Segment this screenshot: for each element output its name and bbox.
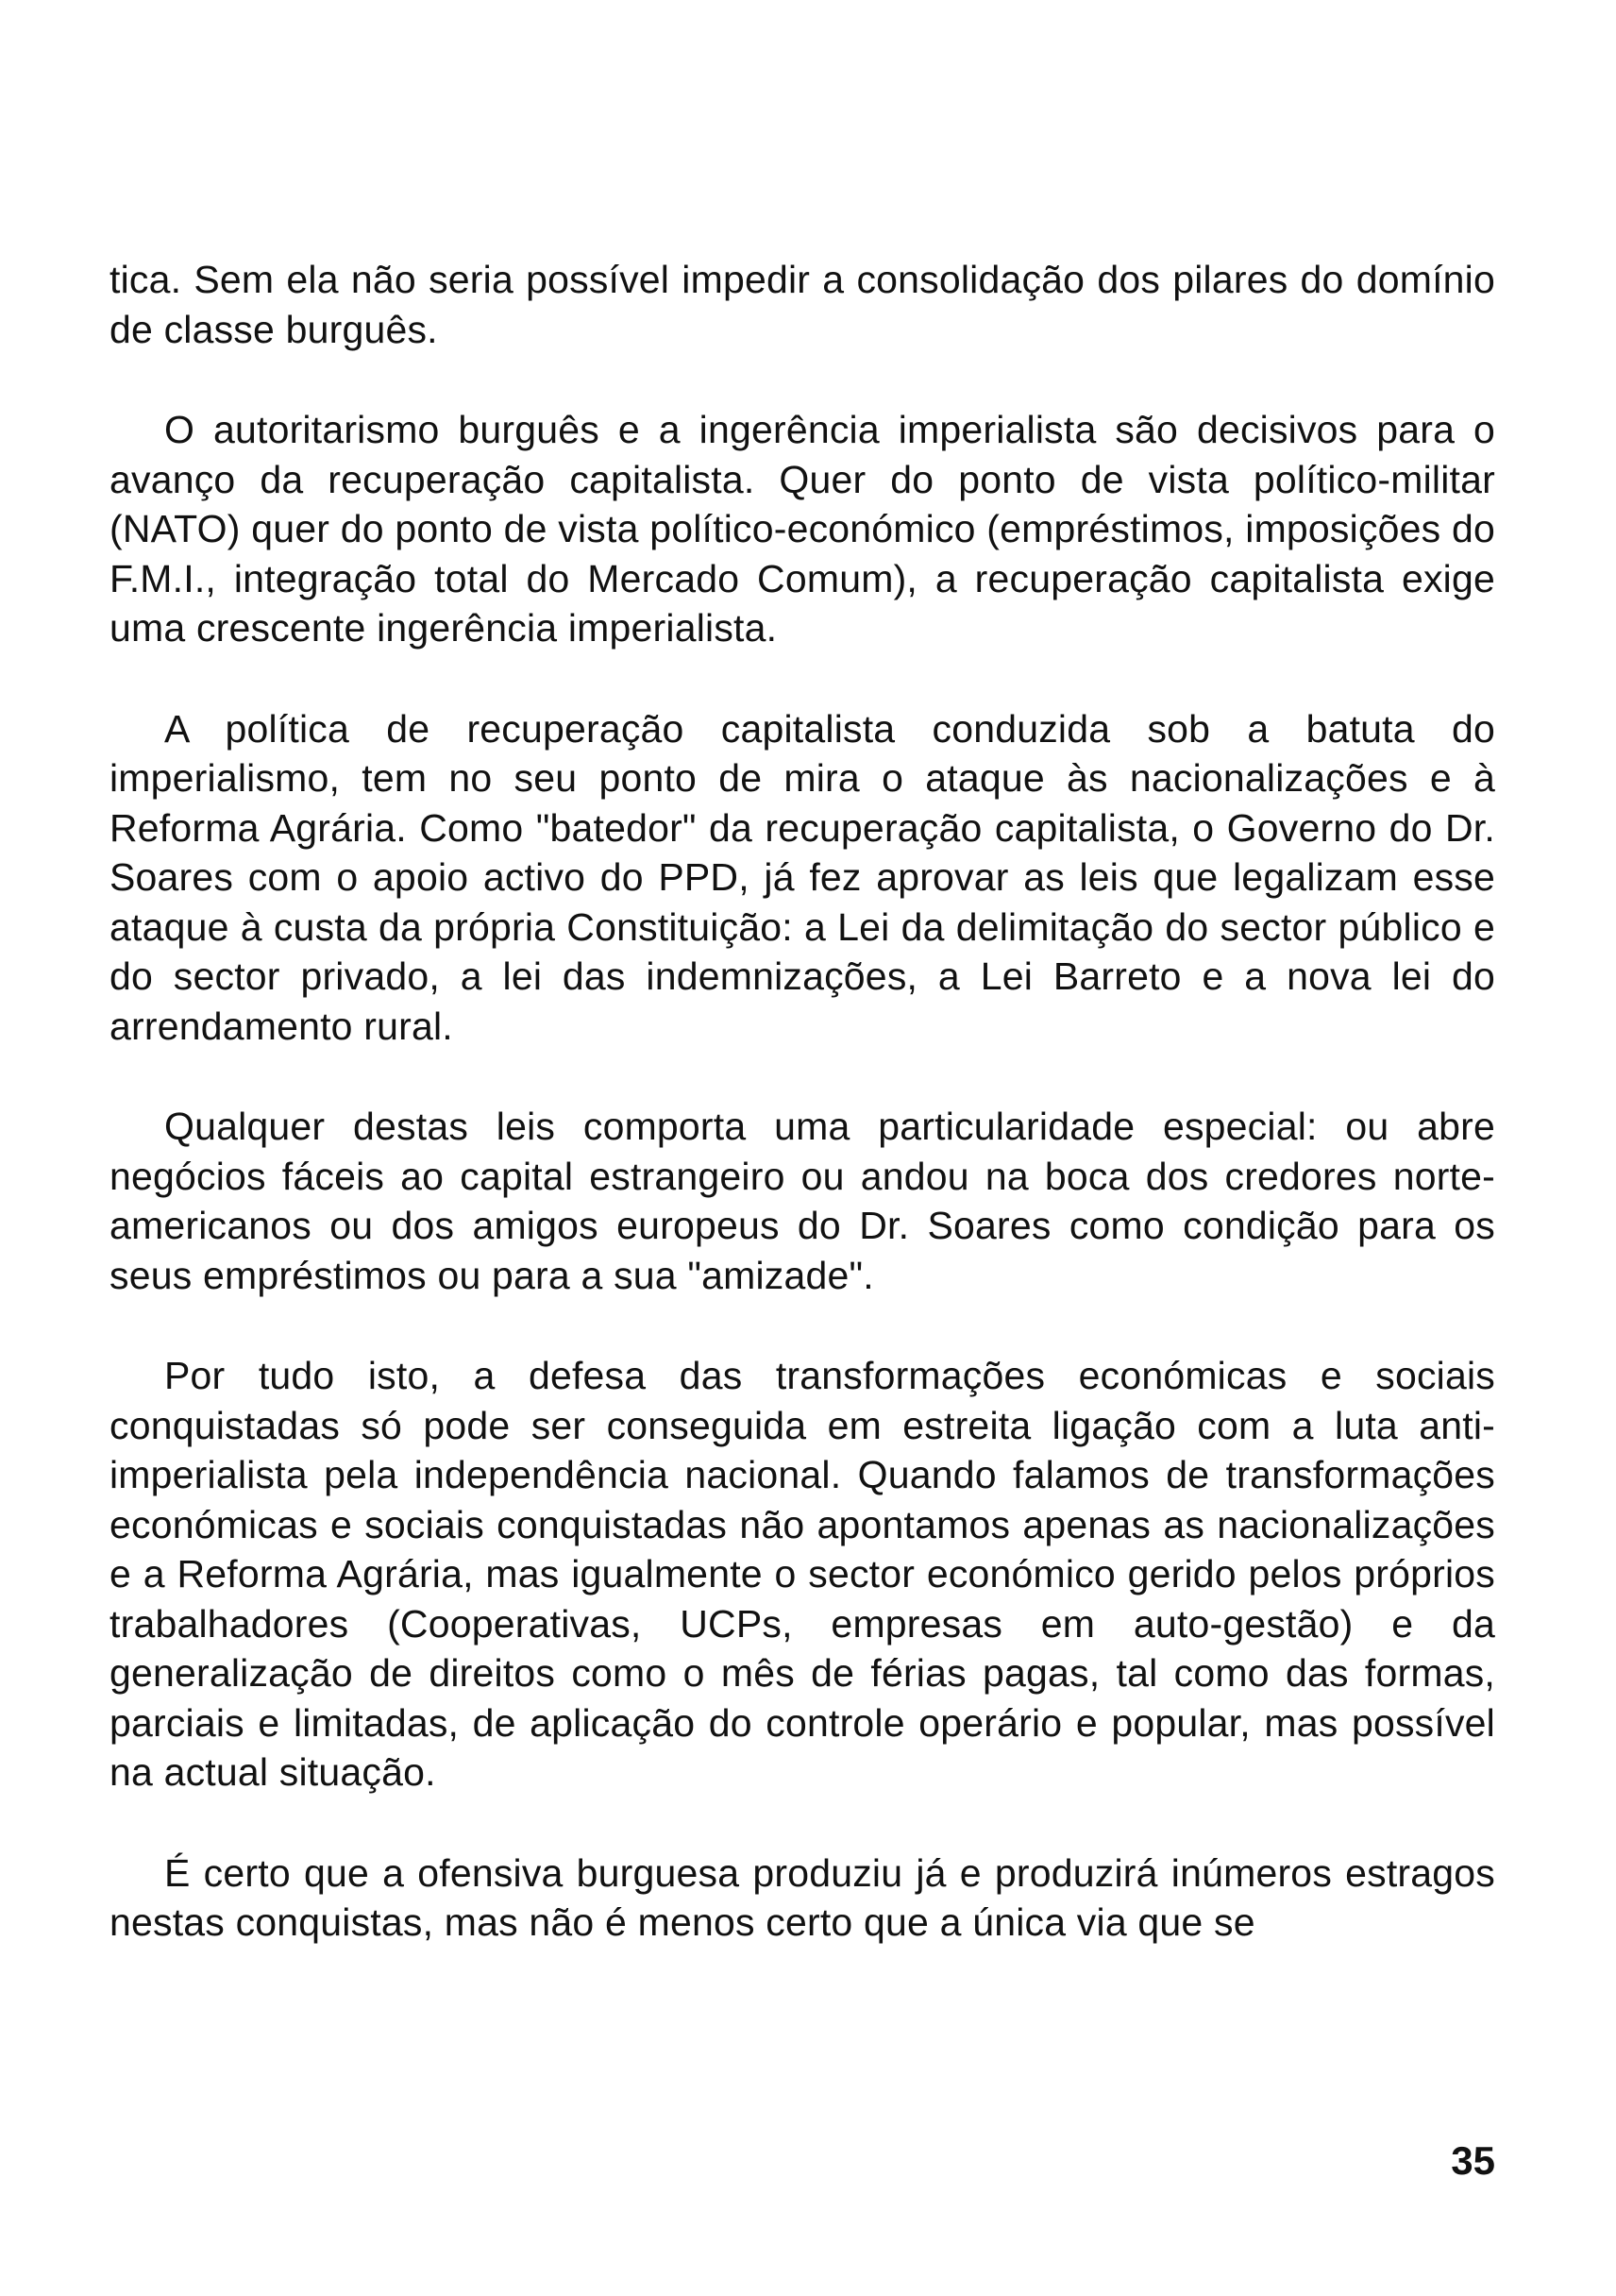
paragraph-continuation: tica. Sem ela não seria possível impedir a consolidação dos pilares do domínio de classe burguês. (109, 258, 1495, 351)
paragraph-recovery-policy: A política de recuperação capitalista conduzida sob a batuta do imperialismo, tem no seu ponto de mira o ataque às nacionalizações e à Reforma Agrária. Como "batedor" da recuperação capitalista, o Governo do Dr. Soares com o apoio activo do PPD, já fez aprovar as leis que legalizam esse ataque à custa da própria Constituição: a Lei da delimitação do sector público e do sector privado, a lei das indemnizações, a Lei Barreto e a nova lei do arrendamento rural. (109, 706, 1495, 1048)
paragraph-laws: Qualquer destas leis comporta uma particularidade especial: ou abre negócios fáceis ao capital estrangeiro ou andou na boca dos credores norte-americanos ou dos amigos europeus do Dr. Soares como condição para os seus empréstimos ou para a sua "amizade". (109, 1105, 1495, 1297)
page-number: 35 (1451, 2138, 1495, 2183)
paragraph-offensive: É certo que a ofensiva burguesa produziu já e produzirá inúmeros estragos nestas conquistas, mas não é menos certo que a única via que se (109, 1850, 1495, 1944)
body-text (109, 255, 1495, 1948)
paragraph-defense: Por tudo isto, a defesa das transformações económicas e sociais conquistadas só pode ser conseguida em estreita ligação com a luta anti-imperialista pela independência nacional. Quando falamos de transformações económicas e sociais conquistadas não apontamos apenas as nacionalizações e a Reforma Agrária, mas igualmente o sector económico gerido pelos próprios trabalhadores (Cooperativas, UCPs, empresas em auto-gestão) e da generalização de direitos como o mês de férias pagas, tal como das formas, parciais e limitadas, de aplicação do controle operário e popular, mas possível na actual situação. (109, 1354, 1495, 1794)
paragraph-authoritarianism: O autoritarismo burguês e a ingerência imperialista são decisivos para o avanço da recuperação capitalista. Quer do ponto de vista político-militar (NATO) quer do ponto de vista político-económico (empréstimos, imposições do F.M.I., integração total do Mercado Comum), a recuperação capitalista exige uma crescente ingerência imperialista. (109, 408, 1495, 650)
